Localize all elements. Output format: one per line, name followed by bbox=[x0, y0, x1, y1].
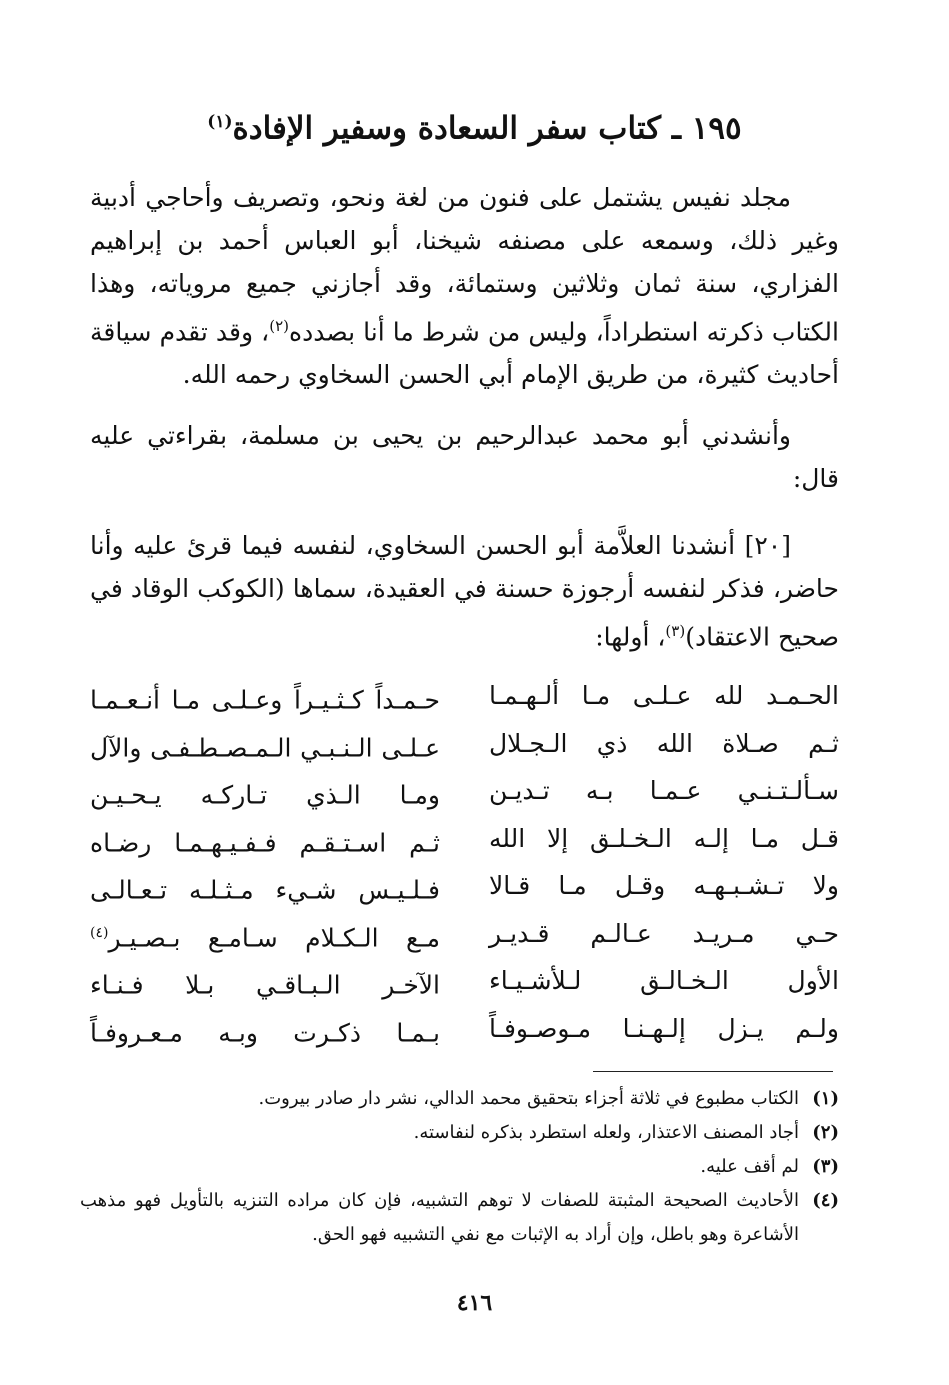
verse-second-hemistich: حـمـداً كـثـيـراً وعـلـى مـا أنـعـمـا bbox=[90, 685, 440, 715]
footnote bbox=[80, 1116, 839, 1150]
verse-first-hemistich: حـي مـريـد عـالـم قـديـر bbox=[489, 918, 839, 948]
poem-verse bbox=[90, 910, 839, 958]
verse-second-hemistich: فـلـيـس شـيء مـثـلـه تـعـالـى bbox=[90, 875, 440, 905]
verse-second-hemistich: عـلـى الـنـبـي الـمـصـطـفـى والآل bbox=[90, 732, 440, 762]
footnote bbox=[80, 1184, 839, 1252]
paragraph-1-text-a: مجلد نفيس يشتمل على فنون من لغة ونحو، وتصريف وأحاجي أدبية وغير ذلك، وسمعه على مصنفه شيخنا، أبو العباس أحمد بن إبراهيم الفزاري، سنة ثمان وثلاثين وستمائة، وقد أجازني جميع مروياته، وهذا الكتاب ذكرته استطراداً، وليس من شرط ما أنا بصدده bbox=[90, 183, 839, 347]
footnote-text: أجاد المصنف الاعتذار، ولعله استطرد بذكره لنفاسته. bbox=[413, 1122, 799, 1143]
paragraph-3 bbox=[90, 524, 839, 658]
verse-second-hemistich: مـع الـكـلام سـامـع بـصـيـر$^{(٤)}$ bbox=[90, 922, 440, 952]
footnote-text: الأحاديث الصحيحة المثبتة للصفات لا توهم التشبيه، فإن كان مراده التنزيه بالتأويل فهو مذهب الأشاعرة وهو باطل، وإن أراد به الإثبات مع نفي التشبيه فهو الحق. bbox=[80, 1190, 799, 1245]
poem-verse bbox=[90, 767, 839, 815]
poem-verse bbox=[90, 1005, 839, 1053]
paragraph-1-text-b: ، وقد تقدم سياقة أحاديث كثيرة، من طريق الإمام أبي الحسن السخاوي رحمه الله. bbox=[90, 317, 839, 390]
verse-first-hemistich: الحـمـد لله عـلـى مـا ألـهـمـا bbox=[489, 681, 839, 710]
verse-second-hemistich: بـمـا ذكـرت وبـه مـعـروفـاً bbox=[90, 1017, 440, 1047]
section-heading bbox=[60, 100, 889, 150]
verse-first-hemistich: ولـم يـزل إلـهـنـا مـوصـوفـاً bbox=[489, 1013, 839, 1043]
heading-title: كتاب سفر السعادة وسفير الإفادة bbox=[232, 110, 662, 147]
footnote-text: لم أقف عليه. bbox=[700, 1156, 799, 1177]
verse-second-hemistich: ومـا الـذي تـاركـه يـحـيـن bbox=[90, 780, 440, 810]
heading-dash: ـ bbox=[671, 110, 681, 147]
footnote-divider bbox=[593, 1071, 833, 1072]
poem-verse bbox=[90, 862, 839, 910]
poem-verse bbox=[90, 957, 839, 1005]
footnote bbox=[80, 1150, 839, 1184]
verse-second-hemistich: الآخـر الـبـاقـي بـلا فـنـاء bbox=[90, 970, 440, 1000]
footnote bbox=[80, 1082, 839, 1116]
paragraph-1 bbox=[90, 176, 839, 396]
footnote-number: (٣) bbox=[812, 1156, 839, 1177]
footnote-number: (١) bbox=[812, 1088, 839, 1109]
footnote-ref-1: (١) bbox=[207, 112, 233, 132]
verse-first-hemistich: الأول الـخـالـق لـلأشـيـاء bbox=[489, 966, 839, 995]
footnotes bbox=[80, 1082, 839, 1252]
paragraph-3-text-b: ، أولها: bbox=[595, 622, 666, 652]
verse-first-hemistich: سـألـتـنـي عـمـا بـه تـديـن bbox=[489, 776, 839, 805]
footnote-ref-2: (٢) bbox=[269, 317, 290, 335]
poem-verse bbox=[90, 672, 839, 720]
paragraph-2-text: وأنشدني أبو محمد عبدالرحيم بن يحيى بن مسلمة، بقراءتي عليه قال: bbox=[90, 421, 839, 493]
poem-verse bbox=[90, 815, 839, 863]
verse-first-hemistich: ولا تـشـبـهـه وقـل مـا قـالا bbox=[489, 871, 839, 900]
paragraph-2 bbox=[90, 414, 839, 500]
footnote-number: (٤) bbox=[812, 1190, 839, 1211]
footnote-number: (٢) bbox=[812, 1122, 839, 1143]
footnote-ref-3: (٣) bbox=[665, 622, 686, 640]
verse-second-hemistich: ثـم اسـتـقـم فـفـيـهـمـا رضـاه bbox=[90, 827, 440, 857]
page-number: ٤١٦ bbox=[456, 1290, 493, 1316]
footnote-text: الكتاب مطبوع في ثلاثة أجزاء بتحقيق محمد الدالي، نشر دار صادر بيروت. bbox=[258, 1088, 799, 1109]
heading-number: ١٩٥ bbox=[691, 110, 742, 147]
footnote-ref-4: (٤) bbox=[90, 924, 109, 941]
verse-first-hemistich: قـل مـا إلـه الـخـلـق إلا الله bbox=[489, 823, 839, 853]
verse-first-hemistich: ثـم صـلاة الله ذي الـجـلال bbox=[489, 728, 839, 758]
poem-verse bbox=[90, 720, 839, 768]
poem bbox=[90, 672, 839, 1052]
paragraph-3-text-a: [٢٠] أنشدنا العلاَّمة أبو الحسن السخاوي، لنفسه فيما قرئ عليه وأنا حاضر، فذكر لنفسه أرجوزة حسنة في العقيدة، سماها (الكوكب الوقاد في صحيح الاعتقاد) bbox=[90, 531, 839, 652]
